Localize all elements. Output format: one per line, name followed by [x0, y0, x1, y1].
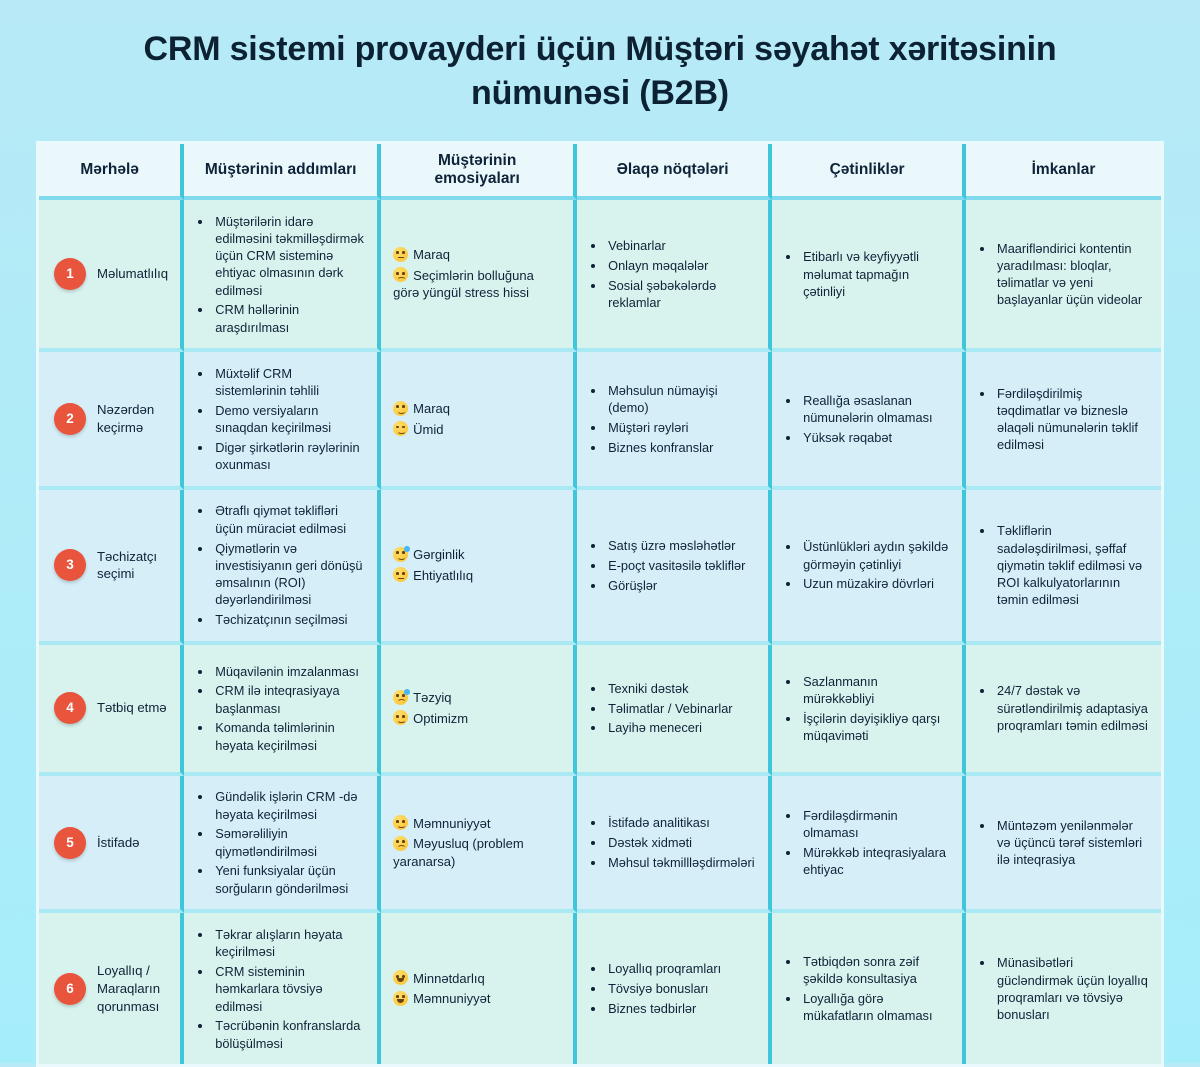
steps-cell: [184, 200, 381, 352]
column-header-challenges: Çətinliklər: [772, 144, 966, 200]
stage-cell: [39, 490, 184, 645]
step-item: • Digər şirkətlərin rəylərinin oxunması: [213, 439, 365, 474]
journey-table: [36, 141, 1164, 1067]
challenges-list: [784, 246, 950, 303]
steps-cell: [184, 913, 381, 1064]
opportunities-list: [978, 237, 1149, 311]
opportunities-list: [978, 814, 1149, 871]
step-item: • Yeni funksiyalar üçün sorğuların göndərilməsi: [213, 862, 365, 897]
step-item: • Gündəlik işlərin CRM -də həyata keçirilməsi: [213, 788, 365, 823]
challenges-cell: [772, 776, 966, 914]
steps-list: [196, 210, 365, 338]
touchpoint-item: • Müştəri rəyləri: [606, 419, 756, 436]
stage-cell: [39, 645, 184, 776]
touchpoints-list: [589, 677, 732, 739]
emotion-label: Gərginlik: [413, 547, 465, 563]
emotion-label: Təzyiq: [413, 690, 452, 706]
opportunities-cell: [966, 645, 1161, 776]
step-item: • Təcrübənin konfranslarda bölüşülməsi: [213, 1017, 365, 1052]
touchpoints-cell: [577, 490, 772, 645]
touchpoint-item: • Onlayn məqalələr: [606, 257, 756, 274]
step-item: • Qiymətlərin və investisiyanın geri dönüşü əmsalının (ROI) dəyərləndirilməsi: [213, 540, 365, 609]
touchpoint-item: • İstifadə analitikası: [606, 814, 755, 831]
step-item: • Komanda təlimlərinin həyata keçirilməsi: [213, 719, 365, 754]
thinking-face-icon: [393, 247, 408, 262]
touchpoints-list: [589, 812, 755, 874]
steps-cell: [184, 645, 381, 776]
opportunity-item: • Müntəzəm yenilənmələr və üçüncü tərəf sistemləri ilə inteqrasiya: [995, 817, 1149, 869]
challenges-cell: [772, 913, 966, 1064]
emotion-label: Məyusluq (problem yaranarsa): [393, 836, 524, 869]
emotion-item: [393, 400, 561, 418]
touchpoint-item: • Biznes tədbirlər: [606, 1000, 721, 1017]
stage-number-badge: 6: [54, 973, 86, 1005]
challenges-list: [784, 390, 950, 449]
challenge-item: • Sazlanmanın mürəkkəbliyi: [801, 673, 950, 708]
step-item: • CRM sisteminin həmkarlara tövsiyə edilməsi: [213, 963, 365, 1015]
touchpoints-cell: [577, 352, 772, 490]
stage-label: Nəzərdən keçirmə: [97, 402, 155, 436]
downcast-sweat-face-icon: [393, 690, 408, 705]
emotions-cell: [381, 200, 577, 352]
nerd-face-icon: [393, 401, 408, 416]
stage-cell: [39, 200, 184, 352]
column-header-stage: Mərhələ: [39, 144, 184, 200]
challenges-list: [784, 670, 950, 747]
opportunities-cell: [966, 490, 1161, 645]
hopeful-face-icon: [393, 421, 408, 436]
stage-label: İstifadə: [97, 834, 140, 850]
emotion-item: [393, 267, 561, 302]
emotion-label: Maraq: [413, 401, 451, 417]
emotions-cell: [381, 490, 577, 645]
optimistic-face-icon: [393, 710, 408, 725]
emotion-item: [393, 421, 561, 439]
stage-number-badge: 5: [54, 827, 86, 859]
step-item: • Təchizatçının seçilməsi: [213, 611, 365, 628]
sweat-smile-face-icon: [393, 547, 408, 562]
emotion-item: [393, 567, 561, 585]
emotion-label: Maraq: [413, 247, 451, 263]
challenges-cell: [772, 490, 966, 645]
step-item: • Təkrar alışların həyata keçirilməsi: [213, 926, 365, 961]
steps-list: [196, 500, 365, 631]
opportunities-list: [978, 952, 1149, 1026]
touchpoints-list: [589, 958, 721, 1020]
challenge-item: • Mürəkkəb inteqrasiyalara ehtiyac: [801, 844, 950, 879]
challenge-item: • Uzun müzakirə dövrləri: [801, 575, 950, 592]
opportunity-item: • Təkliflərin sadələşdirilməsi, şəffaf qiymətin təklif edilməsi və ROI kalkulyatorlarının təmin edilməsi: [995, 522, 1149, 608]
emotion-item: [393, 990, 561, 1008]
touchpoint-item: • Görüşlər: [606, 577, 745, 594]
stage-label: Məlumatlılıq: [97, 266, 169, 282]
steps-list: [196, 660, 365, 756]
thinking-face-icon: [393, 567, 408, 582]
emotions-cell: [381, 913, 577, 1064]
step-item: • CRM həllərinin araşdırılması: [213, 301, 365, 336]
touchpoint-item: • Təlimatlar / Vebinarlar: [606, 700, 732, 717]
emotions-cell: [381, 645, 577, 776]
challenge-item: • Reallığa əsaslanan nümunələrin olmaması: [801, 392, 950, 427]
touchpoint-item: • Dəstək xidməti: [606, 834, 755, 851]
challenge-item: • Fərdiləşdirmənin olmaması: [801, 807, 950, 842]
grinning-face-icon: [393, 991, 408, 1006]
step-item: • Müştərilərin idarə edilməsini təkmilləşdirmək üçün CRM sisteminə ehtiyac olmasının dərk edilməsi: [213, 213, 365, 299]
touchpoints-list: [589, 380, 756, 459]
opportunities-cell: [966, 913, 1161, 1064]
challenge-item: • Tətbiqdən sonra zəif şəkildə konsultasiya: [801, 953, 950, 988]
opportunity-item: • 24/7 dəstək və sürətləndirilmiş adaptasiya proqramları təmin edilməsi: [995, 682, 1149, 734]
raising-hands-icon: [393, 970, 408, 985]
opportunities-list: [978, 680, 1149, 737]
challenges-list: [784, 804, 950, 881]
challenge-item: • Etibarlı və keyfiyyətli məlumat tapmağın çətinliyi: [801, 248, 950, 300]
stage-number-badge: 3: [54, 549, 86, 581]
emotion-label: Ehtiyatlılıq: [413, 567, 474, 583]
opportunity-item: • Maarifləndirici kontentin yaradılması: bloqlar, təlimatlar və yeni başlayanlar üçün videolar: [995, 240, 1149, 309]
stage-cell: [39, 913, 184, 1064]
step-item: • Müqavilənin imzalanması: [213, 663, 365, 680]
emotions-cell: [381, 776, 577, 914]
emotion-label: Optimizm: [413, 710, 469, 726]
challenge-item: • Yüksək rəqabət: [801, 429, 950, 446]
step-item: • Ətraflı qiymət təklifləri üçün müraciət edilməsi: [213, 502, 365, 537]
emotion-item: [393, 689, 561, 707]
emotion-label: Minnətdarlıq: [413, 970, 485, 986]
challenges-cell: [772, 352, 966, 490]
emotion-label: Məmnuniyyət: [413, 815, 491, 831]
touchpoints-list: [589, 535, 745, 597]
pensive-face-icon: [393, 267, 408, 282]
challenges-list: [784, 951, 950, 1028]
touchpoint-item: • Texniki dəstək: [606, 680, 732, 697]
stage-number-badge: 2: [54, 403, 86, 435]
stage-label: Tətbiq etmə: [97, 700, 167, 716]
touchpoint-item: • Loyallıq proqramları: [606, 960, 721, 977]
emotion-item: [393, 710, 561, 728]
touchpoint-item: • Sosial şəbəkələrdə reklamlar: [606, 277, 756, 312]
column-header-opportunities: İmkanlar: [966, 144, 1161, 200]
emotions-cell: [381, 352, 577, 490]
touchpoints-list: [589, 235, 756, 314]
disappointed-face-icon: [393, 836, 408, 851]
column-header-customer-steps: Müştərinin addımları: [184, 144, 381, 200]
step-item: • Səmərəliliyin qiymətləndirilməsi: [213, 825, 365, 860]
touchpoints-cell: [577, 776, 772, 914]
challenge-item: • Üstünlükləri aydın şəkildə görməyin çətinliyi: [801, 538, 950, 573]
touchpoints-cell: [577, 913, 772, 1064]
touchpoints-cell: [577, 645, 772, 776]
challenges-cell: [772, 200, 966, 352]
emotion-item: [393, 546, 561, 564]
touchpoint-item: • Biznes konfranslar: [606, 439, 756, 456]
emotion-label: Ümid: [413, 421, 444, 437]
stage-number-badge: 4: [54, 692, 86, 724]
stage-label: Təchizatçı seçimi: [97, 548, 158, 582]
touchpoint-item: • Məhsul təkmillləşdirmələri: [606, 854, 755, 871]
challenge-item: • İşçilərin dəyişikliyə qarşı müqaviməti: [801, 710, 950, 745]
opportunity-item: • Münasibətləri gücləndirmək üçün loyallıq proqramları və tövsiyə bonusları: [995, 954, 1149, 1023]
touchpoint-item: • Məhsulun nümayişi (demo): [606, 382, 756, 417]
step-item: • CRM ilə inteqrasiyaya başlanması: [213, 682, 365, 717]
steps-list: [196, 362, 365, 476]
emotion-label: Məmnuniyyət: [413, 991, 491, 1007]
challenge-item: • Loyallığa görə mükafatların olmaması: [801, 990, 950, 1025]
stage-cell: [39, 776, 184, 914]
page-title: CRM sistemi provayderi üçün Müştəri səyahət xəritəsinin nümunəsi (B2B): [143, 30, 1057, 112]
step-item: • Demo versiyaların sınaqdan keçirilməsi: [213, 402, 365, 437]
touchpoint-item: • Vebinarlar: [606, 237, 756, 254]
stage-number-badge: 1: [54, 258, 86, 290]
touchpoint-item: • E-poçt vasitəsilə təkliflər: [606, 557, 745, 574]
opportunities-list: [978, 520, 1149, 611]
touchpoint-item: • Satış üzrə məsləhətlər: [606, 537, 745, 554]
opportunities-cell: [966, 352, 1161, 490]
stage-label: Loyallıq / Maraqların qorunması: [97, 963, 161, 1014]
opportunities-cell: [966, 776, 1161, 914]
opportunities-list: [978, 382, 1149, 456]
emotion-item: [393, 970, 561, 988]
touchpoint-item: • Layihə meneceri: [606, 719, 732, 736]
emotion-item: [393, 246, 561, 264]
touchpoints-cell: [577, 200, 772, 352]
opportunities-cell: [966, 200, 1161, 352]
touchpoint-item: • Tövsiyə bonusları: [606, 980, 721, 997]
smiling-face-icon: [393, 815, 408, 830]
steps-list: [196, 786, 365, 900]
emotion-label: Seçimlərin bolluğuna görə yüngül stress hissi: [393, 267, 534, 301]
challenges-cell: [772, 645, 966, 776]
steps-cell: [184, 490, 381, 645]
stage-cell: [39, 352, 184, 490]
steps-cell: [184, 776, 381, 914]
emotion-item: [393, 835, 561, 870]
steps-cell: [184, 352, 381, 490]
column-header-customer-emotions: Müştərinin emosiyaları: [381, 144, 577, 200]
step-item: • Müxtəlif CRM sistemlərinin təhlili: [213, 365, 365, 400]
challenges-list: [784, 536, 950, 595]
emotion-item: [393, 815, 561, 833]
opportunity-item: • Fərdiləşdirilmiş təqdimatlar və bizneslə əlaqəli nümunələrin təklif edilməsi: [995, 385, 1149, 454]
column-header-touchpoints: Əlaqə nöqtələri: [577, 144, 772, 200]
